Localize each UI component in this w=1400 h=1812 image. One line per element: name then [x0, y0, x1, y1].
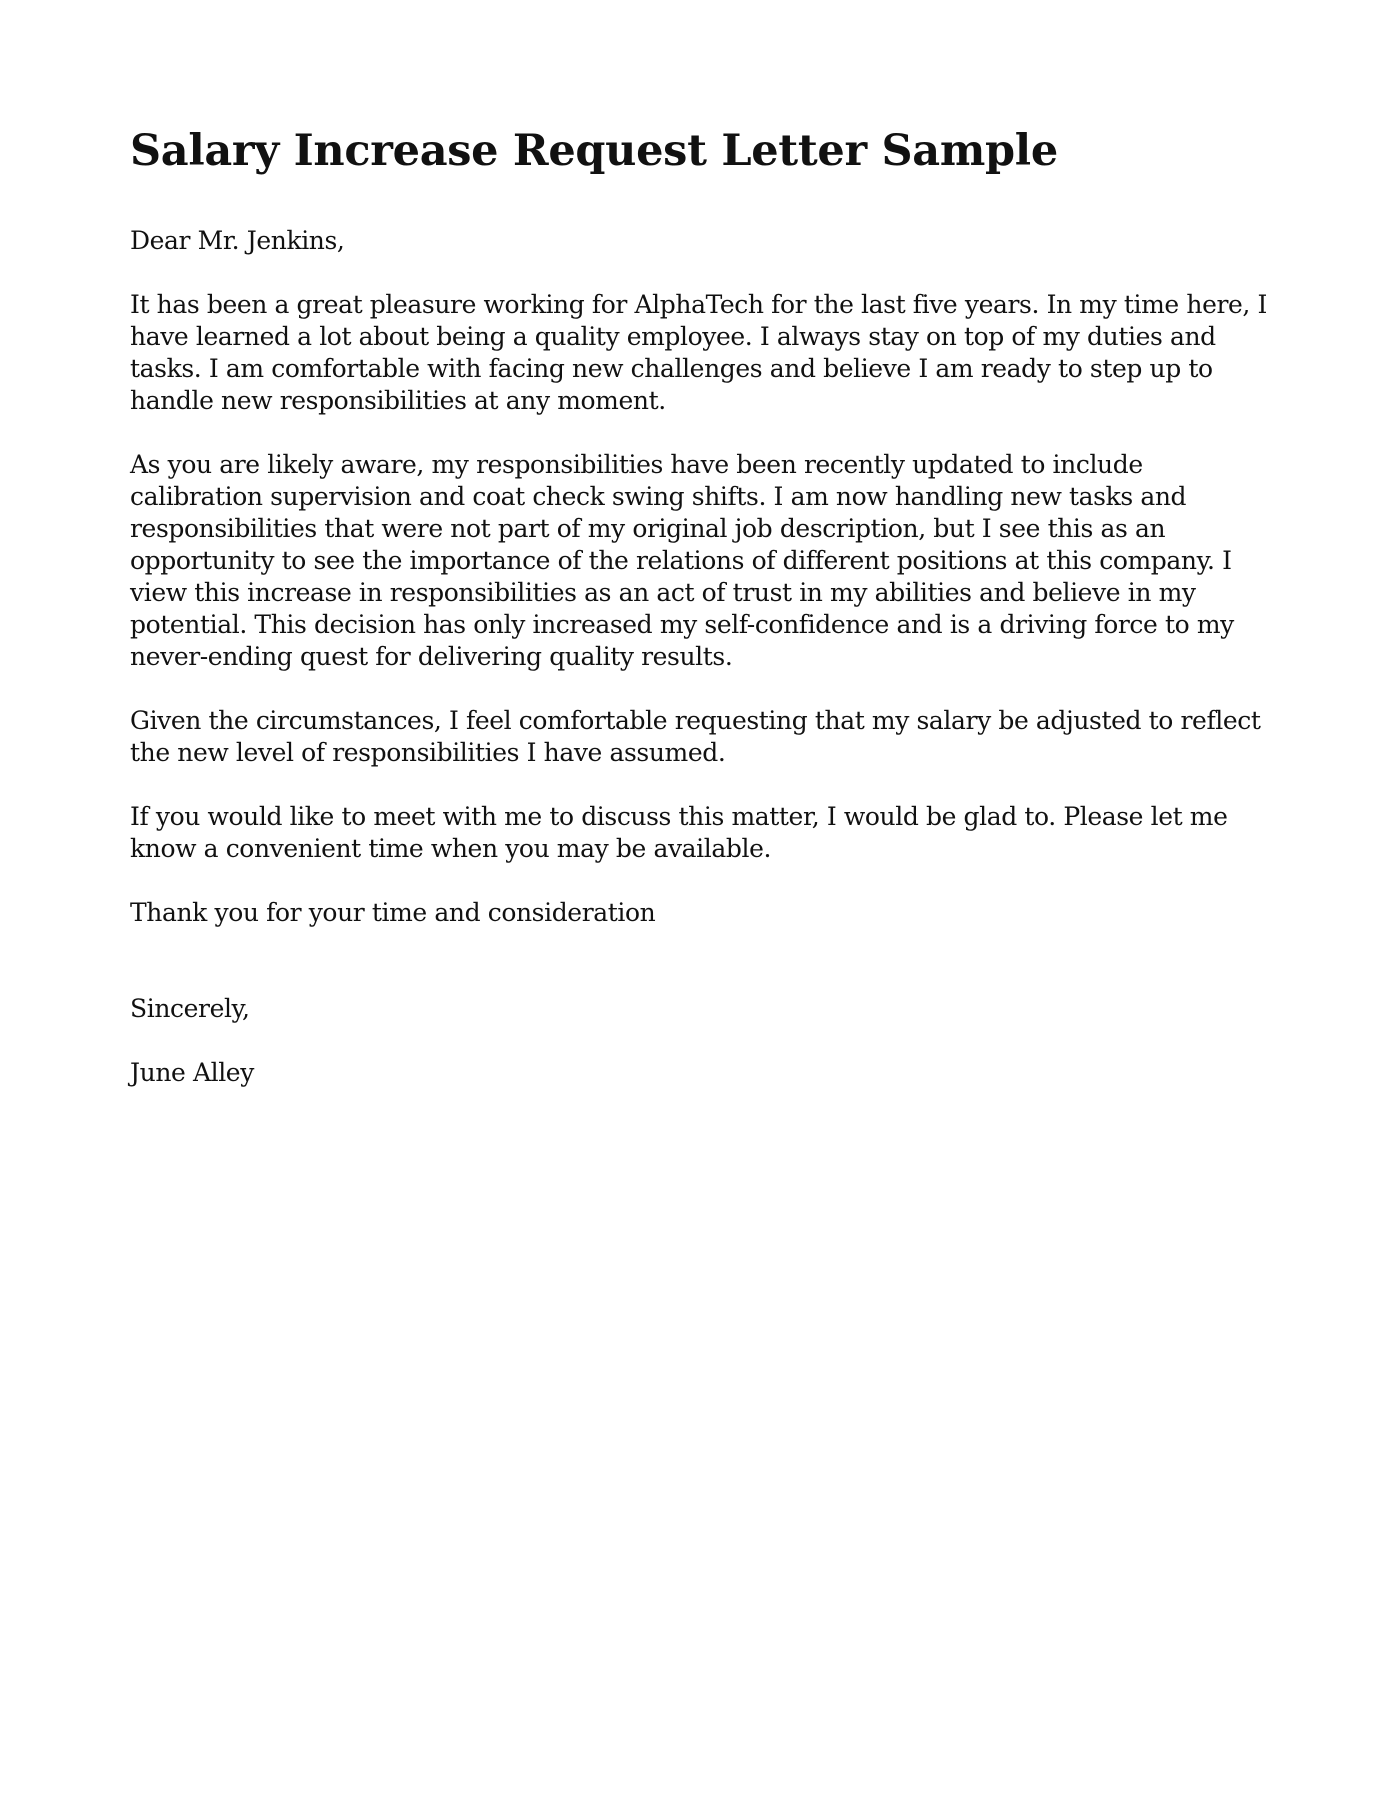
closing: Sincerely, [130, 994, 250, 1024]
paragraph-intro: It has been a great pleasure working for AlphaTech for the last five years. In my time here, I have learned a lot about being a quality employee. I always stay on top of my duties and tasks. I am comfortable with facing new challenges and believe I am ready to step up to handle new responsibilities at any moment. [130, 290, 1267, 416]
spacer [130, 961, 1270, 993]
paragraph-responsibilities: As you are likely aware, my responsibilities have been recently updated to include calibration supervision and coat check swing shifts. I am now handling new tasks and responsibilities that were not part of my original job description, but I see this as an opportunity to see the importance of the relations of different positions at this company. I view this increase in responsibilities as an act of trust in my abilities and believe in my potential. This decision has only increased my self-confidence and is a driving force to my never-ending quest for delivering quality results. [130, 450, 1234, 672]
letter-page [130, 128, 1270, 1121]
paragraph-meeting: If you would like to meet with me to discuss this matter, I would be glad to. Please let me know a convenient time when you may be available. [130, 802, 1228, 864]
letter-title: Salary Increase Request Letter Sample [130, 126, 1058, 176]
signature: June Alley [130, 1058, 254, 1088]
salutation: Dear Mr. Jenkins, [130, 226, 345, 256]
paragraph-thanks: Thank you for your time and consideration [130, 898, 656, 928]
paragraph-request: Given the circumstances, I feel comfortable requesting that my salary be adjusted to reflect the new level of responsibilities I have assumed. [130, 706, 1261, 768]
